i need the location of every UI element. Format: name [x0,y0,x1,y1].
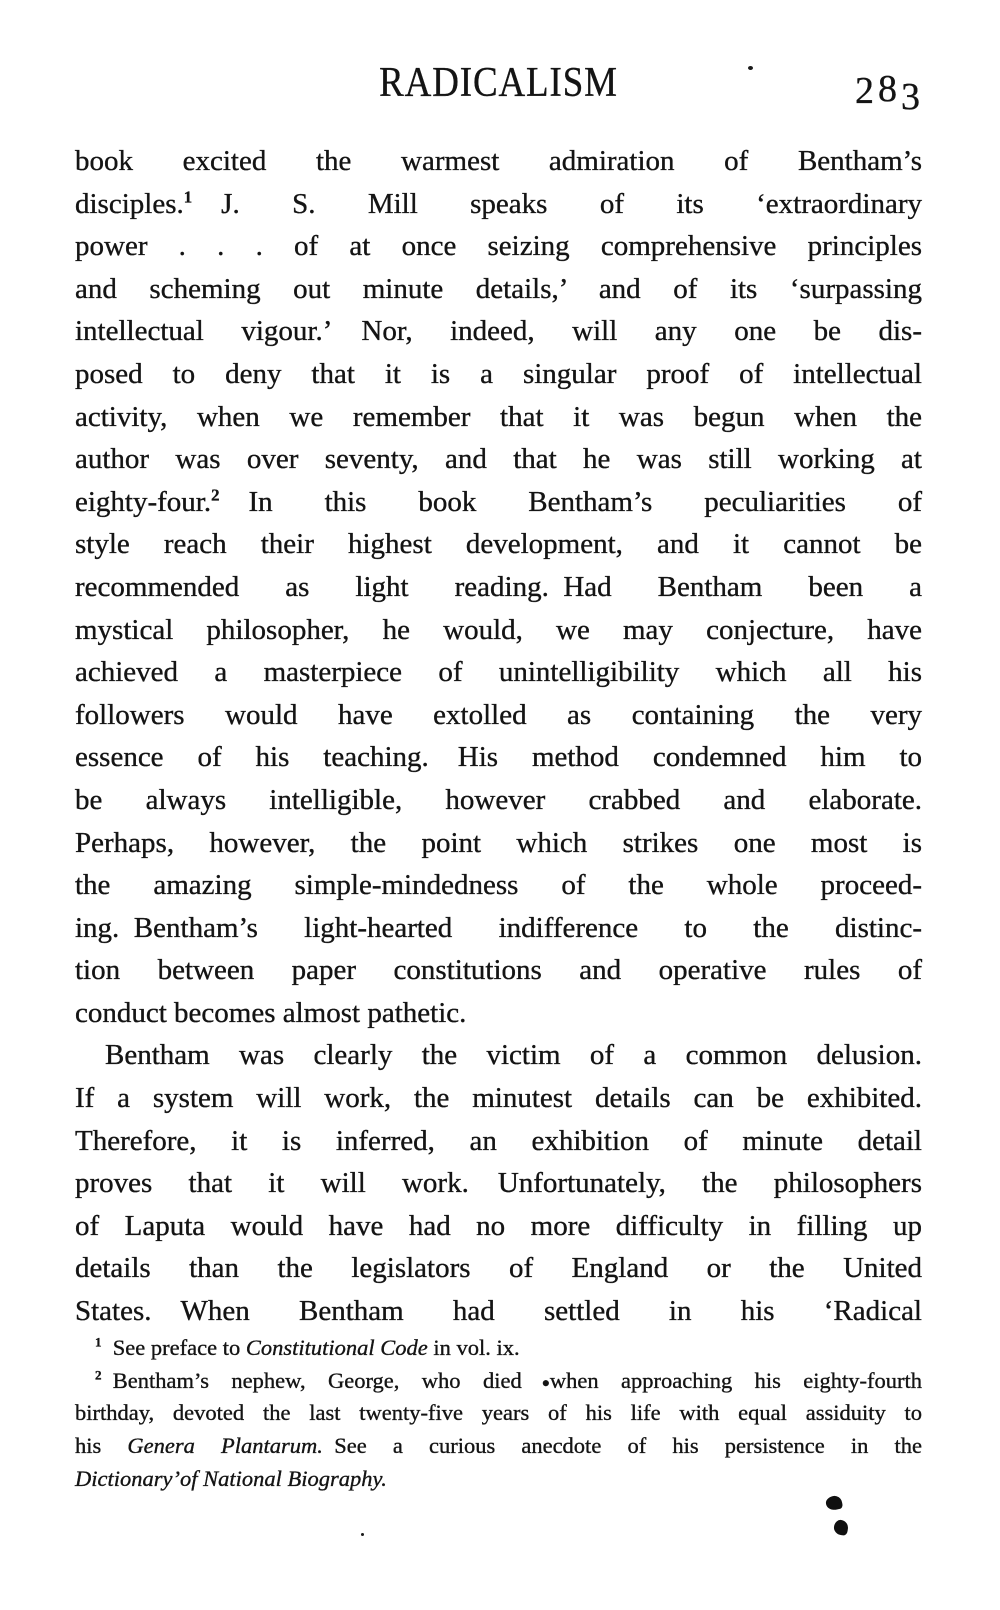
footnote-marker: 2 [95,1367,102,1383]
text-segment: activity, when we remember that it was begun when the [75,400,922,433]
body-line [75,651,922,694]
body-line [75,140,922,183]
body-line [75,609,922,652]
text-segment: Perhaps, however, the point which strikes one most is [75,826,922,859]
text-segment: be always intelligible, however crabbed and elaborate. [75,783,922,816]
text-segment: when approaching his eighty-fourth [549,1367,922,1393]
text-segment: details than the legislators of England or the United [75,1252,922,1285]
text-segment: style reach their highest development, and it cannot be [75,528,922,561]
body-line [75,1034,922,1077]
footnote-marker: 2 [211,485,220,505]
body-line [75,949,922,992]
footnote-line: $^2$ Bentham’s nephew, George, who died ●when approaching his eighty-fourth [95,1367,922,1393]
body-line [75,1205,922,1248]
text-segment: author was over seventy, and that he was still working at [75,443,922,476]
text-segment: of Laputa would have had no more difficulty in filling up [75,1209,922,1242]
running-title: RADICALISM [379,60,618,106]
text-segment: In this book Bentham’s peculiarities of [219,485,922,518]
text-segment: proves that it will work. Unfortunately, the philosophers [75,1167,922,1200]
footnote-line [75,1332,922,1365]
print-speck [361,1533,364,1536]
text-segment: See a curious anecdote of his persistence in the [322,1433,922,1459]
body-line [75,268,922,311]
body-line [75,736,922,779]
body-line [75,1077,922,1120]
text-segment: his [75,1433,128,1459]
paragraph [75,1034,922,1332]
text-segment: essence of his teaching. His method condemned him to [75,741,922,774]
text-segment: tion between paper constitutions and operative rules of [75,954,922,987]
text-segment: Genera Plantarum. [127,1433,323,1459]
text-segment: in vol. ix. [427,1335,520,1360]
text-segment: disciples. [75,187,184,220]
text-segment: J. S. Mill speaks of its ‘extraordinary [192,187,922,220]
text-segment: Bentham was clearly the victim of a common delusion. [105,1039,922,1072]
page-number-digit: 8 [878,68,901,110]
text-segment: posed to deny that it is a singular proof of intellectual [75,357,922,390]
body-line [75,438,922,481]
text-segment: book excited the warmest admiration of Bentham’s [75,145,922,177]
page-number-digit: 2 [855,70,878,112]
body-line [75,566,922,609]
text-segment: intellectual vigour.’ Nor, indeed, will any one be dis- [75,315,922,348]
text-segment: Constitutional Code [245,1335,428,1360]
text-segment: eighty-four. [75,485,212,518]
text-segment: birthday, devoted the last twenty-five years of his life with equal assiduity to [75,1400,922,1426]
ink-blot [825,1494,844,1511]
body-line [75,523,922,566]
ink-blot [833,1519,849,1536]
text-segment: recommended as light reading. Had Bentham been a [75,570,922,603]
body-line [75,396,922,439]
page-number-digit: 3 [901,76,924,118]
body-line [75,353,922,396]
body-line [75,1290,922,1333]
body-line [75,1120,922,1163]
footnote [75,1332,922,1365]
text-segment: conduct becomes almost pathetic. [75,996,467,1029]
footnote [75,1365,922,1496]
body-line [75,992,922,1035]
footnote-line [75,1430,922,1463]
text-segment: States. When Bentham had settled in his ‘Radical [75,1295,922,1328]
body-line [75,907,922,950]
footnote-line [75,1397,922,1430]
body-line [75,1247,922,1290]
print-speck [748,66,753,70]
text-segment: mystical philosopher, he would, we may conjecture, have [75,613,922,646]
text-segment: achieved a masterpiece of unintelligibility which all his [75,656,922,689]
body-line [75,822,922,865]
body-line [75,694,922,737]
body-line [75,183,922,226]
text-segment: power . . . of at once seizing comprehensive principles [75,230,922,263]
text-segment: Therefore, it is inferred, an exhibition of minute detail [75,1124,922,1157]
page-number [855,68,924,118]
text-segment: the amazing simple-mindedness of the whole proceed- [75,869,922,902]
paragraph [75,140,922,1034]
footnote-marker: 1 [183,186,193,206]
body-line [75,864,922,907]
footnote-marker: 1 [95,1334,102,1350]
text-segment: Bentham’s nephew, George, who died [101,1367,522,1393]
footnotes [75,1332,922,1496]
footnote-line [75,1463,922,1496]
body-line [75,310,922,353]
text-segment: Dictionary’of National Biography. [75,1465,387,1491]
text-segment: If a system will work, the minutest details can be exhibited. [75,1082,922,1115]
body-line [75,779,922,822]
text-segment: and scheming out minute details,’ and of its ‘surpassing [75,272,922,305]
text-segment: See preface to [101,1335,246,1360]
body-line [75,225,922,268]
text-segment: ing. Bentham’s light-hearted indifference to the distinc- [75,911,922,944]
body-line [75,1162,922,1205]
body-text [75,140,922,1333]
text-segment: followers would have extolled as containing the very [75,698,922,731]
body-line [75,481,922,524]
